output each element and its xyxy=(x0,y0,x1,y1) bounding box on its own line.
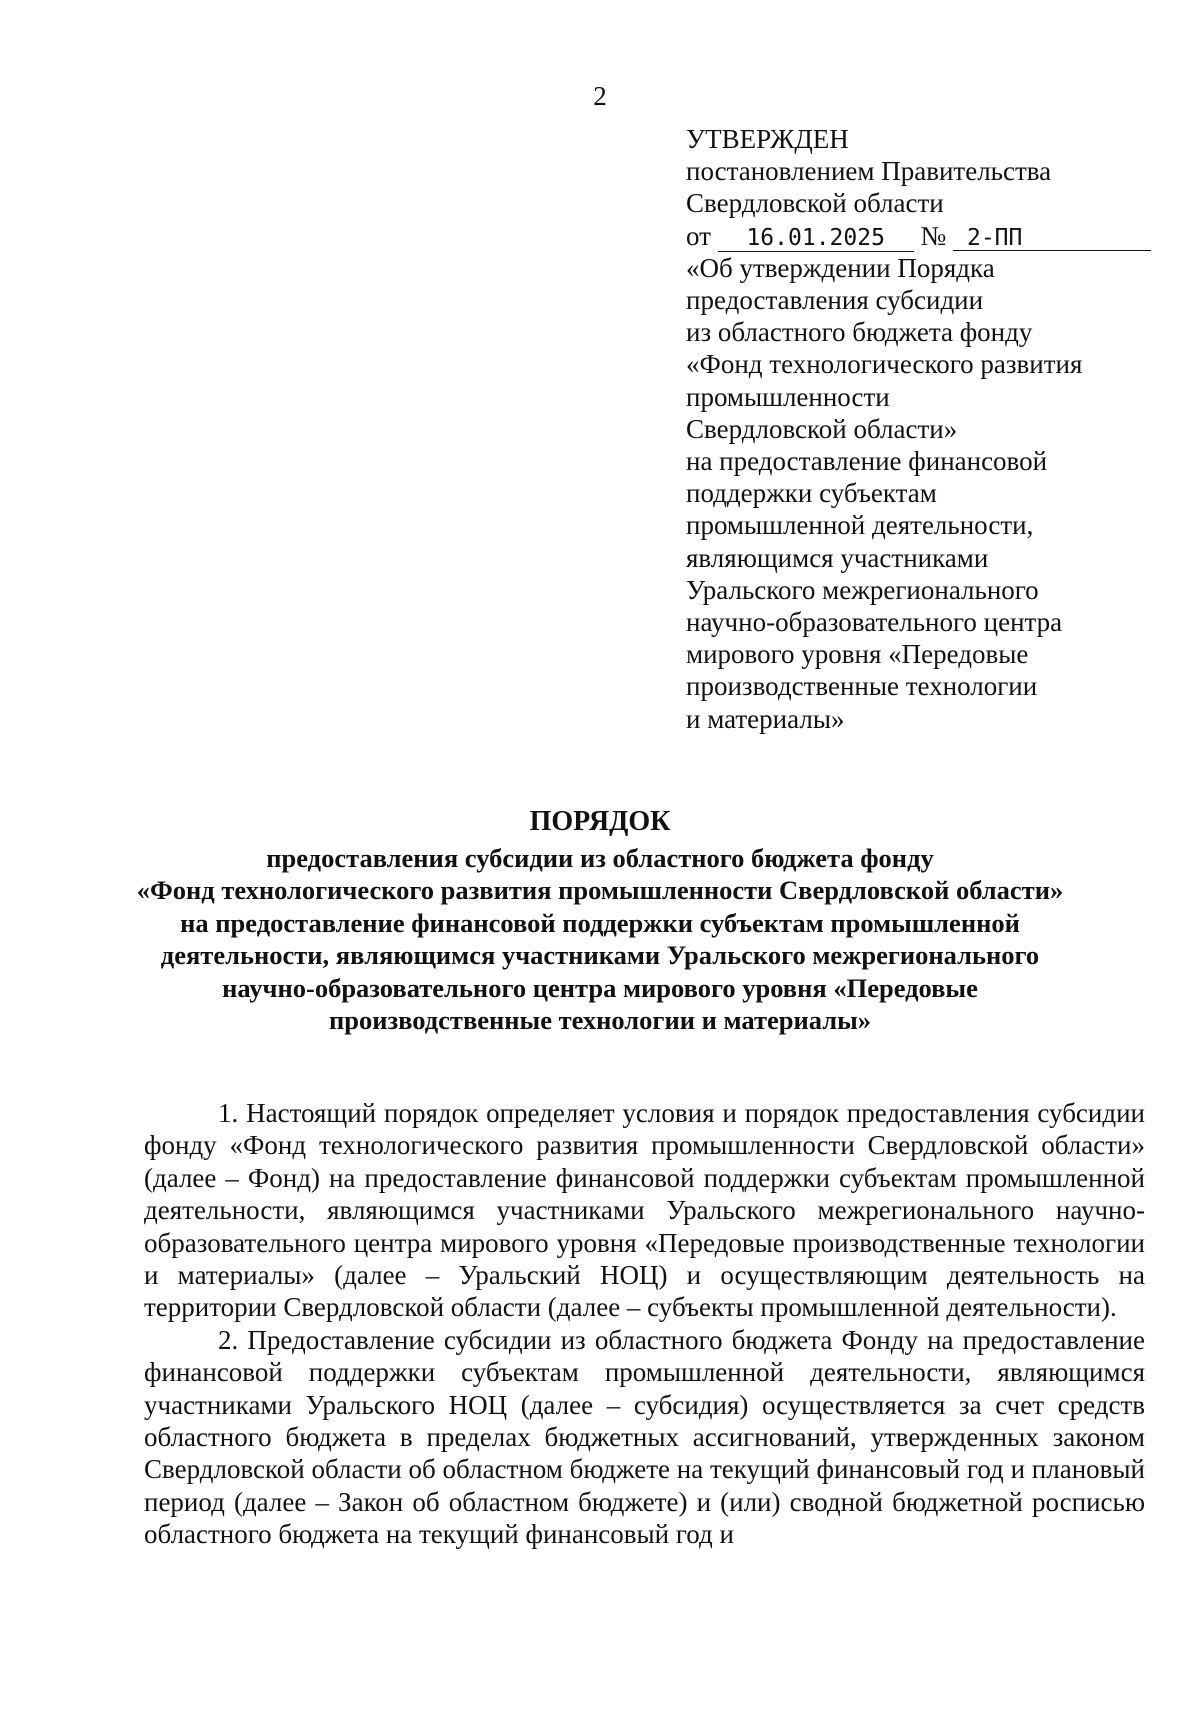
title-line: предоставления субсидии из областного бюджета фонду xyxy=(266,842,934,873)
approval-line: поддержки субъектам xyxy=(686,478,937,509)
document-title xyxy=(120,806,1080,1037)
title-line: научно-образовательного центра мирового уровня «Передовые xyxy=(222,972,978,1003)
approval-line: постановлением Правительства xyxy=(686,156,1052,187)
approval-line: Свердловской области» xyxy=(686,413,958,444)
title-line: «Фонд технологического развития промышленности Свердловской области» xyxy=(136,875,1064,905)
title-line: деятельности, являющимся участниками Уральского межрегионального xyxy=(160,940,1040,970)
title-line: производственные технологии и материалы» xyxy=(328,1005,872,1035)
approval-line: научно-образовательного центра xyxy=(686,607,1063,638)
approval-stamp-block xyxy=(686,123,1156,735)
approval-line: предоставления субсидии xyxy=(686,285,984,316)
approval-line: «Об утверждении Порядка xyxy=(686,252,995,283)
paragraph-2: 2. Предоставление субсидии из областного бюджета Фонду на предоставление финансовой поддержки субъектам промышленной деятельности, являющимся участниками Уральского НОЦ (далее – субсидия) осуществляется за счет средств областного бюджета в пределах бюджетных ассигнований, утвержденных законом Свердловской области об областном бюджете на текущий финансовый год и плановый период (далее – Закон об областном бюджете) и (или) сводной бюджетной росписью областного бюджета на текущий финансовый год и xyxy=(144,1324,1145,1550)
approval-line: промышленной деятельности, xyxy=(686,510,1034,541)
approval-line: Уральского межрегионального xyxy=(686,574,1039,605)
number-value: 2-ПП xyxy=(953,224,1151,251)
document-body xyxy=(144,1097,1145,1551)
approval-line: мирового уровня «Передовые xyxy=(686,639,1029,670)
number-prefix: № xyxy=(920,220,947,251)
approval-line: производственные технологии xyxy=(686,671,1038,702)
approval-date-number-line xyxy=(686,220,1156,252)
approval-line: Свердловской области xyxy=(686,188,944,219)
page-number: 2 xyxy=(593,81,607,111)
approval-line: и материалы» xyxy=(686,703,845,734)
approval-line: промышленности xyxy=(686,381,890,412)
approval-heading: УТВЕРЖДЕН xyxy=(686,124,849,154)
date-value: 16.01.2025 xyxy=(718,224,914,252)
approval-line: на предоставление финансовой xyxy=(686,446,1048,477)
paragraph-1: 1. Настоящий порядок определяет условия и порядок предоставления субсидии фонду «Фонд технологического развития промышленности Свердловской области» (далее – Фонд) на предоставление финансовой поддержки субъектам промышленной деятельности, являющимся участниками Уральского межрегионального научно-образовательного центра мирового уровня «Передовые производственные технологии и материалы» (далее – Уральский НОЦ) и осуществляющим деятельность на территории Свердловской области (далее – субъекты промышленной деятельности). xyxy=(144,1098,1145,1323)
date-prefix: от xyxy=(686,220,711,251)
approval-line: «Фонд технологического развития xyxy=(686,349,1083,380)
approval-line: являющимся участниками xyxy=(686,542,989,573)
title-main: ПОРЯДОК xyxy=(529,806,671,837)
title-line: на предоставление финансовой поддержки субъектам промышленной xyxy=(180,907,1020,938)
approval-line: из областного бюджета фонду xyxy=(686,317,1033,348)
